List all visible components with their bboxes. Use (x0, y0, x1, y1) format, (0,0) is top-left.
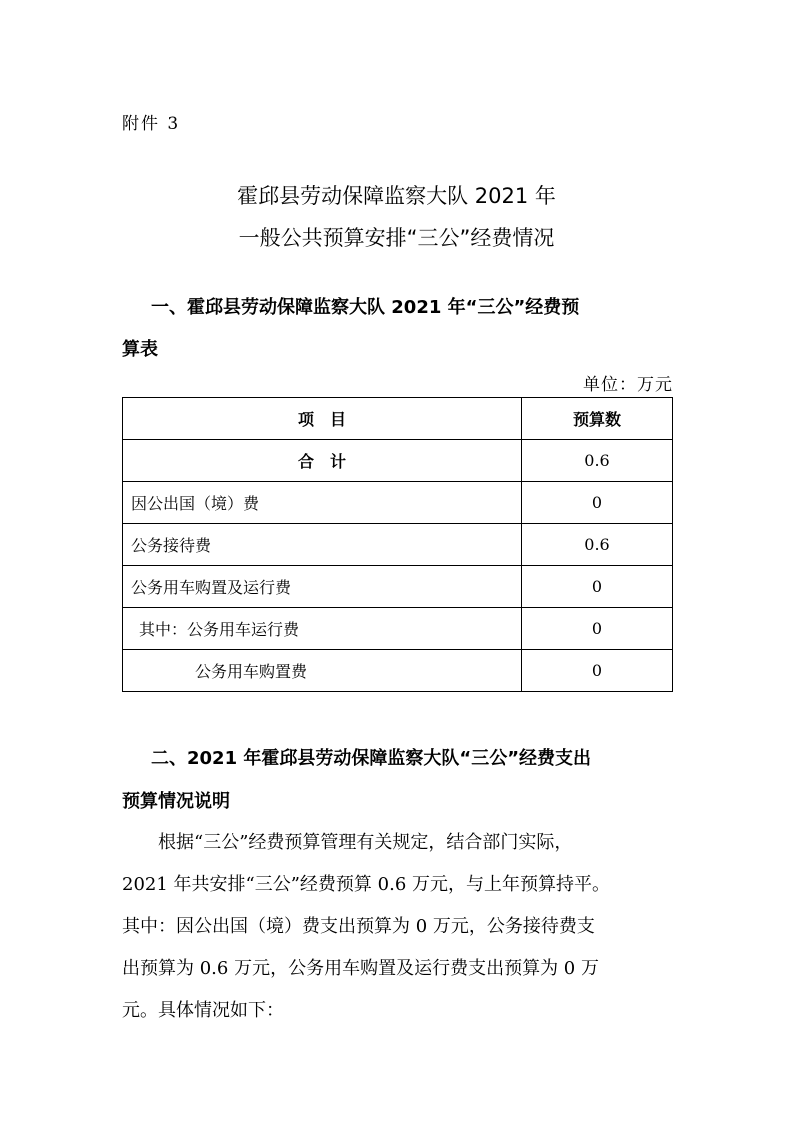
header-item: 项 目 (123, 398, 522, 440)
section1-heading-cont: 算表 (122, 339, 158, 360)
row-value: 0.6 (522, 524, 673, 566)
paragraph-line: 出预算为 0.6 万元，公务用车购置及运行费支出预算为 0 万 (122, 958, 599, 979)
row-label: 公务用车购置及运行费 (123, 566, 522, 608)
row-label: 其中：公务用车运行费 (123, 608, 522, 650)
total-value: 0.6 (522, 440, 673, 482)
paragraph-line: 其中：因公出国（境）费支出预算为 0 万元，公务接待费支 (122, 916, 595, 937)
budget-table (122, 397, 673, 692)
paragraph-line: 根据“三公”经费预算管理有关规定，结合部门实际， (122, 832, 573, 853)
section1-heading: 一、霍邱县劳动保障监察大队 2021 年“三公”经费预 (151, 297, 580, 318)
table-row (123, 524, 673, 566)
header-amount: 预算数 (522, 398, 673, 440)
table-total-row (123, 440, 673, 482)
table-header-row (123, 398, 673, 440)
row-value: 0 (522, 566, 673, 608)
paragraph-line: 元。具体情况如下： (122, 1000, 284, 1021)
row-value: 0 (522, 482, 673, 524)
document-title-line2: 一般公共预算安排“三公”经费情况 (238, 226, 555, 250)
row-value: 0 (522, 608, 673, 650)
row-label: 公务接待费 (123, 524, 522, 566)
attachment-label: 附件 3 (122, 114, 181, 134)
table-row (123, 482, 673, 524)
row-label: 因公出国（境）费 (123, 482, 522, 524)
row-value: 0 (522, 650, 673, 692)
table-row (123, 608, 673, 650)
paragraph-line: 2021 年共安排“三公”经费预算 0.6 万元，与上年预算持平。 (122, 874, 611, 895)
row-label: 公务用车购置费 (123, 650, 522, 692)
table-row (123, 566, 673, 608)
section2-heading-cont: 预算情况说明 (122, 791, 230, 812)
document-title-line1: 霍邱县劳动保障监察大队 2021 年 (237, 184, 556, 208)
explanation-paragraph (122, 822, 675, 1032)
table-row (123, 650, 673, 692)
section2-heading: 二、2021 年霍邱县劳动保障监察大队“三公”经费支出 (151, 748, 592, 769)
total-label: 合 计 (123, 440, 522, 482)
unit-label: 单位：万元 (583, 375, 673, 395)
